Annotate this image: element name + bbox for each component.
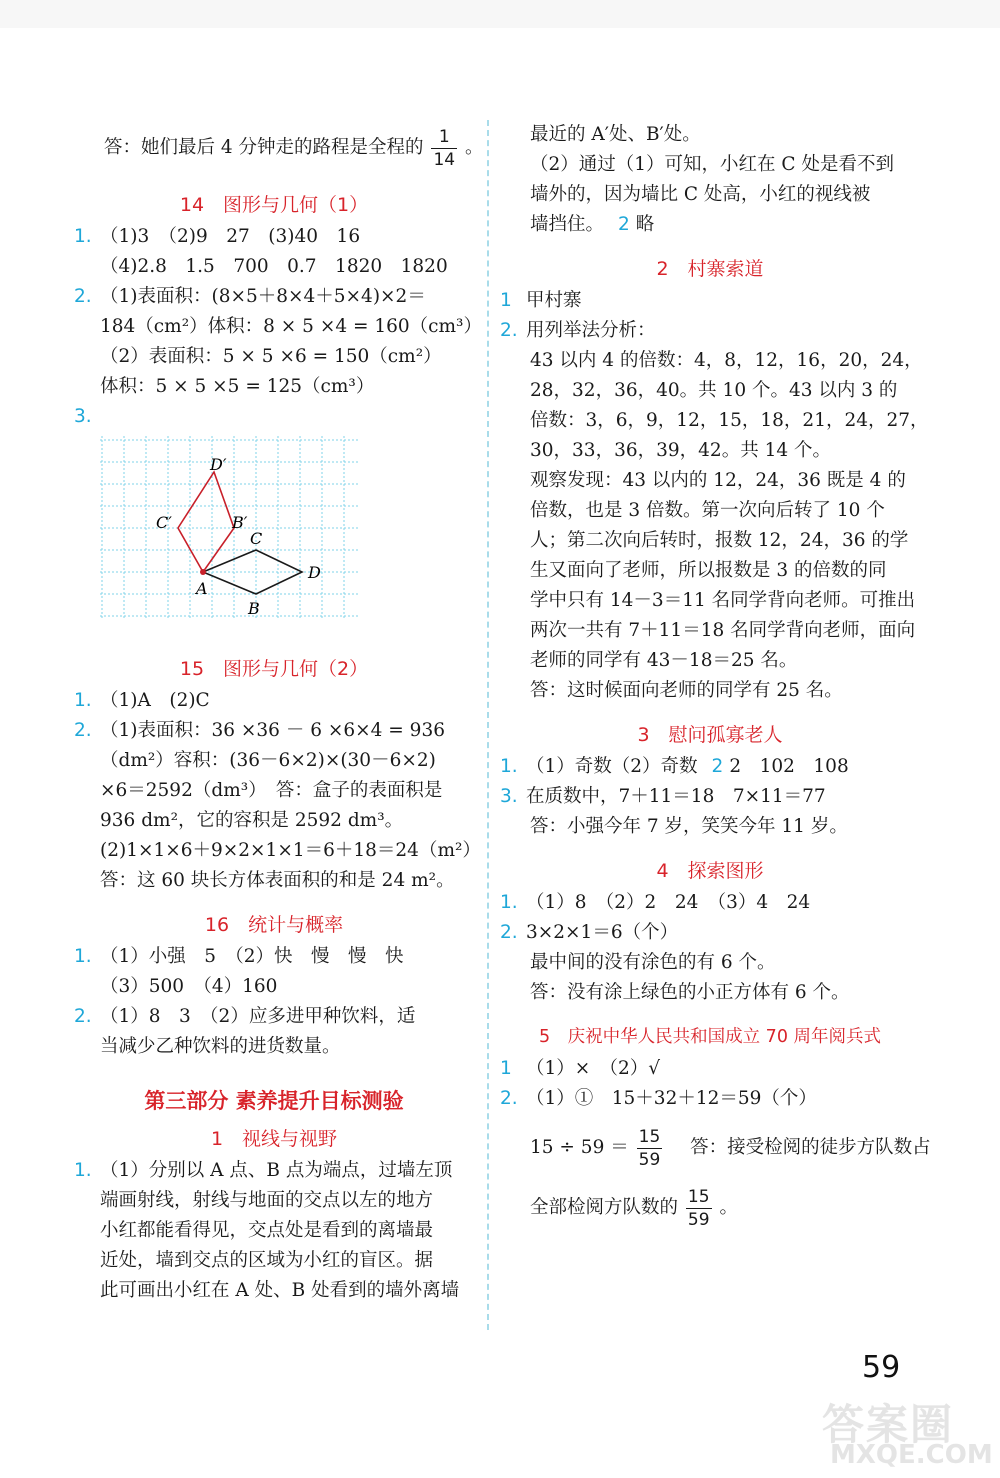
- answer-text: 2 102 108: [729, 756, 849, 777]
- section-title-14: 14 图形与几何（1）: [179, 194, 369, 216]
- question-number: 2.: [500, 320, 518, 341]
- question-text: （1）分别以 A 点、B 点为端点，过墙左顶: [100, 1160, 453, 1181]
- answer-text: 答：没有涂上绿色的小正方体有 6 个。: [530, 982, 850, 1003]
- answer-text: 倍数：3，6，9，12，15，18，21，24，27，: [530, 410, 929, 431]
- section-title-5: 5 庆祝中华人民共和国成立 70 周年阅兵式: [538, 1027, 882, 1047]
- question-text: 184（cm²）体积：8 × 5 ×4 = 160（cm³）: [100, 316, 482, 337]
- section-title-4: 4 探索图形: [656, 860, 764, 882]
- question-number: 2.: [74, 1006, 92, 1027]
- question-text: （4)2.8 1.5 700 0.7 1820 1820: [100, 256, 448, 277]
- answer-text: （1）8 （2）2 24 （3）4 24: [526, 892, 811, 913]
- question-text: 此可画出小红在 A 处、B 处看到的墙外离墙: [100, 1280, 460, 1301]
- answer-text: 30，33，36，39，42。共 14 个。: [530, 440, 832, 461]
- column-divider: [487, 120, 489, 1330]
- answer-text: 15 ÷ 59 ＝: [530, 1137, 629, 1158]
- answer-text: 墙外的，因为墙比 C 处高，小红的视线被: [530, 184, 871, 205]
- question-text: （1)表面积：(8×5＋8×4＋5×4)×2＝: [100, 286, 426, 307]
- question-text: 端画射线，射线与地面的交点以左的地方: [100, 1190, 434, 1211]
- page-number: 59: [862, 1350, 901, 1385]
- question-text: ×6＝2592（dm³） 答：盒子的表面积是: [100, 780, 443, 801]
- answer-text: 墙挡住。: [530, 214, 605, 235]
- question-number: 2.: [74, 286, 92, 307]
- question-text: 936 dm²，它的容积是 2592 dm³。: [100, 810, 404, 831]
- question-number: 1.: [500, 756, 518, 777]
- question-text: （2）表面积：5 × 5 ×6 = 150（cm²）: [100, 346, 442, 367]
- answer-text: 3×2×1＝6（个）: [526, 922, 679, 943]
- question-text: 答：这 60 块长方体表面积的和是 24 m²。: [100, 870, 455, 891]
- watermark: [818, 1392, 993, 1474]
- answer-text: 甲村寨: [526, 290, 582, 311]
- answer-text: 答：这时候面向老师的同学有 25 名。: [530, 680, 843, 701]
- question-text: (2)1×1×6＋9×2×1×1＝6＋18＝24（m²）: [100, 840, 481, 861]
- question-number: 2.: [500, 1088, 518, 1109]
- question-number: 2.: [500, 922, 518, 943]
- label-b: B: [248, 599, 260, 618]
- question-number: 1: [500, 1058, 512, 1079]
- part-three-title: 第三部分 素养提升目标测验: [144, 1089, 404, 1113]
- right-column: [500, 120, 931, 1236]
- fraction: [686, 1186, 712, 1231]
- answer-text: 在质数中，7＋11＝18 7×11＝77: [526, 786, 826, 807]
- question-number: 2.: [74, 720, 92, 741]
- answer-line: [74, 120, 484, 176]
- period: 。: [719, 1197, 738, 1218]
- question-number: 2: [711, 756, 724, 777]
- left-column: [74, 120, 484, 1306]
- question-number: 1.: [500, 892, 518, 913]
- question-number: 1.: [74, 690, 92, 711]
- point-a: [200, 569, 206, 575]
- question-number: 3.: [74, 406, 92, 427]
- fraction: [431, 126, 457, 171]
- question-text: （3）500 （4）160: [100, 976, 278, 997]
- answer-text: 最中间的没有涂色的有 6 个。: [530, 952, 776, 973]
- question-text: （dm²）容积：(36－6×2)×(30－6×2): [100, 750, 436, 771]
- question-number: 3.: [500, 786, 518, 807]
- question-number: 1.: [74, 226, 92, 247]
- answer-text: 倍数，也是 3 倍数。第一次向后转了 10 个: [530, 500, 885, 521]
- section-title-p1: 1 视线与视野: [210, 1128, 338, 1150]
- question-text: （1）小强 5 （2）快 慢 慢 快: [100, 946, 404, 967]
- period: 。: [464, 137, 484, 158]
- label-d: D: [308, 563, 321, 582]
- answer-text: 用列举法分析：: [526, 320, 656, 341]
- question-number: 1.: [74, 946, 92, 967]
- label-d-prime: D′: [210, 455, 227, 474]
- answer-text: 人；第二次向后转时，报数 12，24，36 的学: [530, 530, 909, 551]
- question-text: （1)表面积：36 ×36 － 6 ×6×4 = 936: [100, 720, 445, 741]
- watermark-url: MXQE.COM: [830, 1440, 993, 1470]
- answer-text: （1）× （2）√: [526, 1058, 661, 1079]
- watermark-text: 答案圈: [822, 1400, 955, 1449]
- numerator: 15: [638, 1126, 661, 1147]
- denominator: 59: [687, 1209, 710, 1230]
- question-text: 当减少乙种饮料的进货数量。: [100, 1036, 341, 1057]
- label-b-prime: B′: [232, 513, 248, 532]
- answer-text: （1）① 15＋32＋12＝59（个）: [526, 1088, 817, 1109]
- section-title-16: 16 统计与概率: [204, 914, 344, 936]
- answer-text: 观察发现：43 以内的 12，24，36 既是 4 的: [530, 470, 906, 491]
- question-number: 2: [618, 214, 630, 235]
- question-text: （1）8 3 （2）应多进甲种饮料，适: [100, 1006, 416, 1027]
- section-title-15: 15 图形与几何（2）: [179, 658, 369, 680]
- question-number: 1.: [74, 1160, 92, 1181]
- geometry-figure: [100, 436, 360, 622]
- section-title-3: 3 慰问孤寡老人: [637, 724, 783, 746]
- numerator: 1: [431, 126, 457, 149]
- answer-text: 学中只有 14－3＝11 名同学背向老师。可推出: [530, 590, 916, 611]
- answer-text: 答：接受检阅的徒步方队数占: [690, 1137, 931, 1158]
- numerator: 15: [687, 1186, 710, 1207]
- question-text: （1)A (2)C: [100, 690, 210, 711]
- answer-text: （1）奇数（2）奇数: [526, 756, 698, 777]
- answer-text: （2）通过（1）可知，小红在 C 处是看不到: [530, 154, 894, 175]
- answer-text: 答：她们最后 4 分钟走的路程是全程的: [104, 137, 424, 158]
- label-c-prime: C′: [156, 513, 172, 532]
- section-title-2: 2 村寨索道: [656, 258, 764, 280]
- denominator: 59: [638, 1149, 661, 1170]
- answer-text: 全部检阅方队数的: [530, 1197, 679, 1218]
- answer-text: 两次一共有 7＋11＝18 名同学背向老师，面向: [530, 620, 916, 641]
- question-text: （1)3 （2)9 27 (3)40 16: [100, 226, 361, 247]
- answer-text: 略: [635, 214, 655, 235]
- denominator: 14: [433, 149, 456, 170]
- answer-text: 28，32，36，40。共 10 个。43 以内 3 的: [530, 380, 898, 401]
- question-text: 小红都能看得见，交点处是看到的离墙最: [100, 1220, 434, 1241]
- question-number: 1: [500, 290, 512, 311]
- answer-text: 老师的同学有 43－18＝25 名。: [530, 650, 798, 671]
- label-c: C: [250, 529, 263, 548]
- answer-text: 生又面向了老师，所以报数是 3 的倍数的同: [530, 560, 887, 581]
- question-text: 近处，墙到交点的区域为小红的盲区。据: [100, 1250, 434, 1271]
- answer-text: 答：小强今年 7 岁，笑笑今年 11 岁。: [530, 816, 848, 837]
- fraction: [637, 1126, 663, 1171]
- label-a: A: [196, 579, 208, 598]
- answer-text: 43 以内 4 的倍数：4，8，12，16，20，24，: [530, 350, 923, 371]
- red-rhombus: [178, 472, 234, 572]
- answer-text: 最近的 A′处、B′处。: [530, 124, 701, 145]
- question-text: 体积：5 × 5 ×5 = 125（cm³）: [100, 376, 375, 397]
- top-band: [0, 0, 1000, 28]
